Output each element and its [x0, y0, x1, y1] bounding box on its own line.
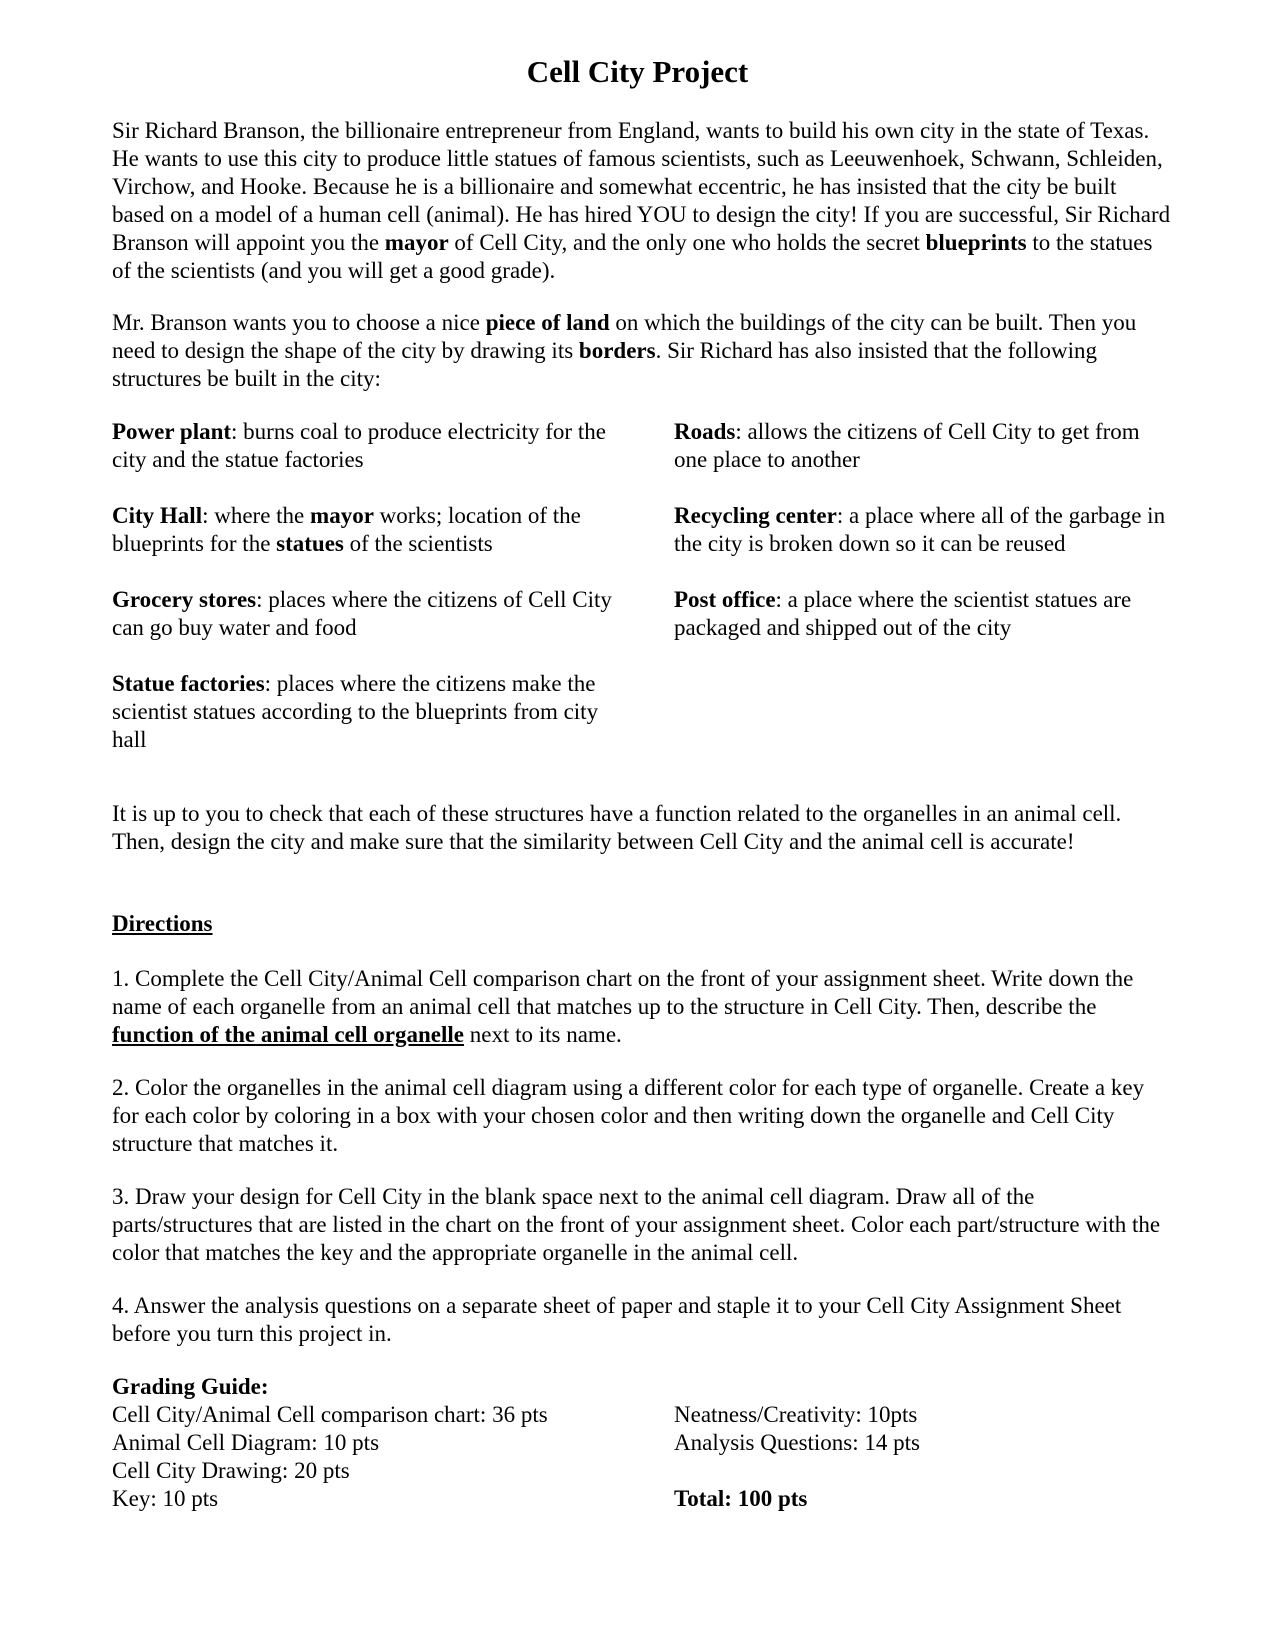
grading-total: Total: 100 pts — [674, 1486, 808, 1511]
structure-city-hall: City Hall: where the mayor works; location of the blueprints for the statues of the scientists — [112, 503, 581, 556]
direction-step-2: 2. Color the organelles in the animal cell diagram using a different color for each type of organelle. Create a key for each color by coloring in a box with your chosen color and then writing down the organelle and Cell City structure that matches it. — [112, 1075, 1145, 1156]
grading-item: Animal Cell Diagram: 10 pts — [112, 1430, 380, 1455]
structure-post-office: Post office: a place where the scientist statues are packaged and shipped out of the city — [674, 587, 1132, 640]
check-paragraph: It is up to you to check that each of these structures have a function related to the organelles in an animal cell. Then, design the city and make sure that the similarity between Cell City and the animal cell is accurate! — [112, 801, 1122, 854]
structure-power-plant: Power plant: burns coal to produce electricity for the city and the statue factories — [112, 419, 606, 472]
direction-step-4: 4. Answer the analysis questions on a separate sheet of paper and staple it to your Cell City Assignment Sheet before you turn this project in. — [112, 1293, 1122, 1346]
structures-list-right — [674, 418, 1174, 670]
structure-statue-factories: Statue factories: places where the citizens make the scientist statues according to the blueprints from city hall — [112, 671, 599, 752]
grading-item: Analysis Questions: 14 pts — [674, 1430, 920, 1455]
grading-item: Cell City Drawing: 20 pts — [112, 1458, 350, 1483]
structure-recycling-center: Recycling center: a place where all of the garbage in the city is broken down so it can be reused — [674, 503, 1166, 556]
grading-list-left — [112, 1401, 612, 1513]
structure-roads: Roads: allows the citizens of Cell City to get from one place to another — [674, 419, 1140, 472]
grading-heading: Grading Guide: — [112, 1374, 269, 1399]
intro-paragraph-2: Mr. Branson wants you to choose a nice piece of land on which the buildings of the city can be built. Then you need to design the shape of the city by drawing its borders. Sir Richard has also insisted that the following structures be built in the city: — [112, 310, 1137, 391]
grading-item: Key: 10 pts — [112, 1486, 219, 1511]
structure-grocery-stores: Grocery stores: places where the citizens of Cell City can go buy water and food — [112, 587, 612, 640]
grading-list-right — [674, 1401, 1174, 1513]
direction-step-3: 3. Draw your design for Cell City in the blank space next to the animal cell diagram. Draw all of the parts/structures that are listed in the chart on the front of your assignment sheet. Color each part/structure with the color that matches the key and the appropriate organelle in the animal cell. — [112, 1184, 1161, 1265]
direction-step-1: 1. Complete the Cell City/Animal Cell comparison chart on the front of your assignment sheet. Write down the name of each organelle from an animal cell that matches up to the structure in Cell City. Then, describe the function of the animal cell organelle next to its name. — [112, 966, 1134, 1047]
structures-list-left — [112, 418, 612, 782]
page-title: Cell City Project — [526, 54, 749, 89]
grading-item: Cell City/Animal Cell comparison chart: 36 pts — [112, 1402, 548, 1427]
grading-item: Neatness/Creativity: 10pts — [674, 1402, 918, 1427]
directions-heading: Directions — [112, 911, 213, 936]
intro-paragraph-1: Sir Richard Branson, the billionaire entrepreneur from England, wants to build his own city in the state of Texas. He wants to use this city to produce little statues of famous scientists, such as Leeuwenhoek, Schwann, Schleiden, Virchow, and Hooke. Because he is a billionaire and somewhat eccentric, he has insisted that the city be built based on a model of a human cell (animal). He has hired YOU to design the city! If you are successful, Sir Richard Branson will appoint you the mayor of Cell City, and the only one who holds the secret blueprints to the statues of the scientists (and you will get a good grade). — [112, 118, 1171, 283]
